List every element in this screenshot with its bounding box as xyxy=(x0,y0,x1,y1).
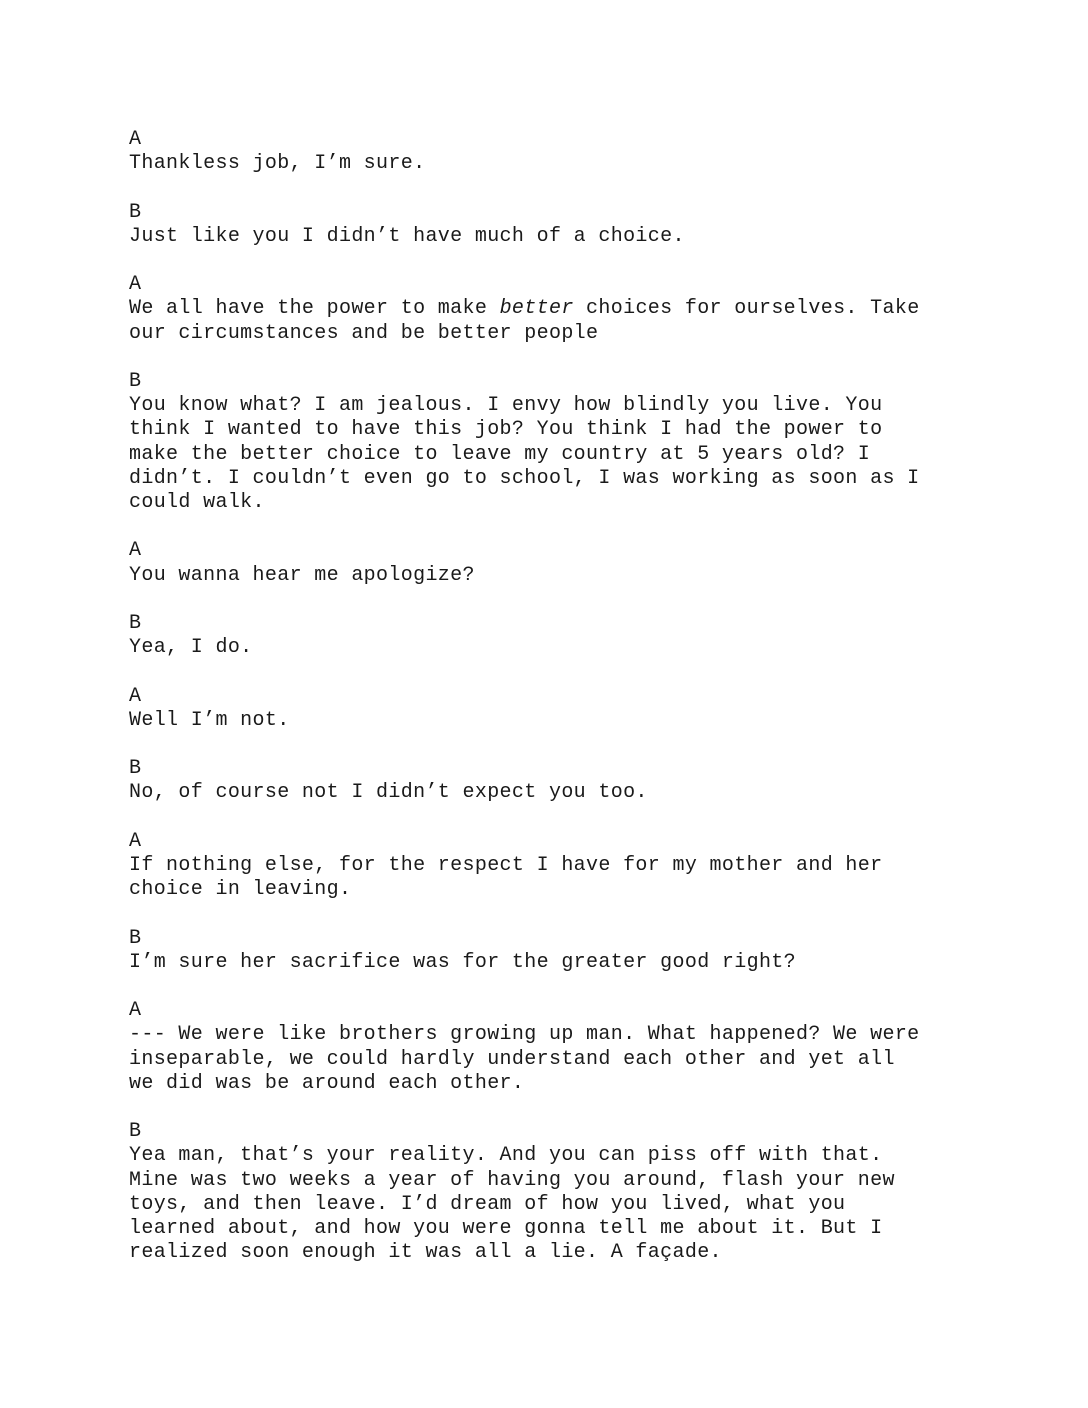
dialogue-exchange xyxy=(129,830,959,903)
speaker-name: A xyxy=(129,684,142,708)
dialogue-line: our circumstances and be better people xyxy=(129,321,599,345)
dialogue-line: learned about, and how you were gonna tell me about it. But I xyxy=(129,1216,883,1240)
dialogue-line: we did was be around each other. xyxy=(129,1071,525,1095)
dialogue-exchange xyxy=(129,201,959,249)
dialogue-line: --- We were like brothers growing up man. What happened? We were xyxy=(129,1023,920,1047)
speaker-name: B xyxy=(129,1120,142,1144)
dialogue-line: If nothing else, for the respect I have for my mother and her xyxy=(129,853,883,877)
dialogue-exchange xyxy=(129,999,959,1096)
speaker-name: A xyxy=(129,128,142,151)
dialogue-exchange xyxy=(129,273,959,346)
speaker-name: A xyxy=(129,999,142,1023)
emphasized-word: better xyxy=(499,297,574,321)
script-page xyxy=(129,128,959,1290)
speaker-name: B xyxy=(129,200,142,224)
dialogue-line: Yea man, that’s your reality. And you can piss off with that. xyxy=(129,1144,883,1168)
dialogue-line: toys, and then leave. I’d dream of how you lived, what you xyxy=(129,1192,846,1216)
dialogue-line xyxy=(129,297,959,321)
dialogue-line: could walk. xyxy=(129,491,265,514)
speaker-name: A xyxy=(129,539,142,563)
dialogue-line: You wanna hear me apologize? xyxy=(129,563,475,587)
dialogue-line: inseparable, we could hardly understand each other and yet all xyxy=(129,1047,895,1071)
dialogue-line: didn’t. I couldn’t even go to school, I was working as soon as I xyxy=(129,466,920,490)
dialogue-line: You know what? I am jealous. I envy how blindly you live. You xyxy=(129,394,883,418)
dialogue-line: choice in leaving. xyxy=(129,878,352,902)
speaker-name: B xyxy=(129,757,142,781)
dialogue-line: realized soon enough it was all a lie. A façade. xyxy=(129,1241,722,1265)
dialogue-exchange xyxy=(129,757,959,805)
dialogue-exchange xyxy=(129,128,959,176)
speaker-name: A xyxy=(129,829,142,853)
dialogue-line: Mine was two weeks a year of having you around, flash your new xyxy=(129,1168,895,1192)
speaker-name: B xyxy=(129,611,142,635)
speaker-name: B xyxy=(129,926,142,950)
dialogue-line: No, of course not I didn’t expect you too. xyxy=(129,781,648,805)
dialogue-exchange xyxy=(129,685,959,733)
dialogue-text: choices for ourselves. Take xyxy=(573,297,920,321)
dialogue-exchange xyxy=(129,370,959,515)
dialogue-line: Just like you I didn’t have much of a choice. xyxy=(129,224,685,248)
dialogue-exchange xyxy=(129,539,959,587)
dialogue-exchange xyxy=(129,927,959,975)
speaker-name: A xyxy=(129,273,142,297)
dialogue-line: I’m sure her sacrifice was for the greater good right? xyxy=(129,950,797,974)
dialogue-exchange xyxy=(129,612,959,660)
dialogue-text: We all have the power to make xyxy=(129,297,500,321)
dialogue-exchange xyxy=(129,1120,959,1265)
dialogue-line: make the better choice to leave my country at 5 years old? I xyxy=(129,442,871,466)
speaker-name: B xyxy=(129,369,142,393)
dialogue-line: Well I’m not. xyxy=(129,708,290,732)
dialogue-line: Thankless job, I’m sure. xyxy=(129,152,426,176)
dialogue-line: think I wanted to have this job? You think I had the power to xyxy=(129,418,883,442)
dialogue-line: Yea, I do. xyxy=(129,636,253,660)
